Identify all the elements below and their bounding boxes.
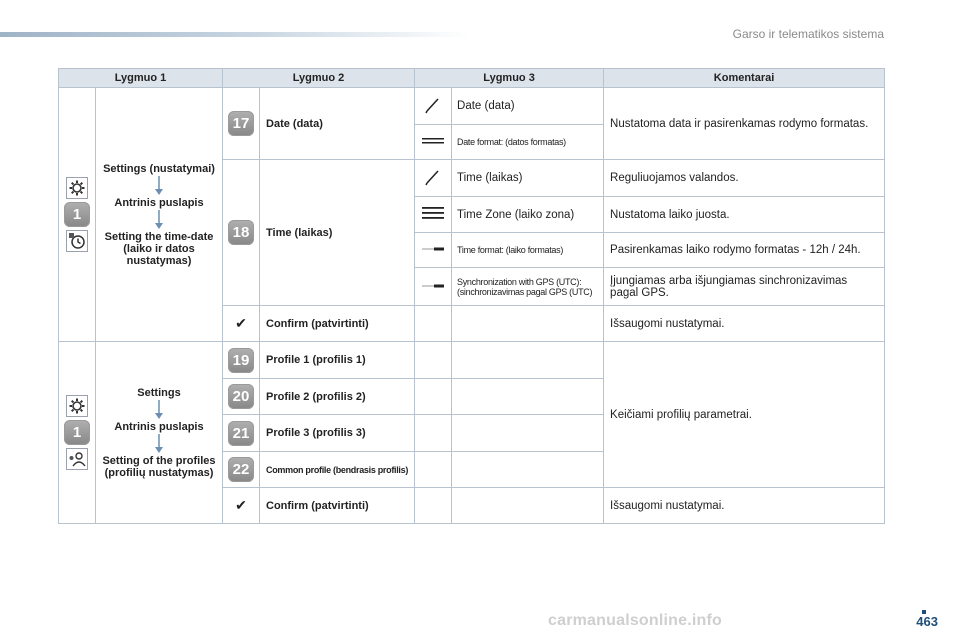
list-icon xyxy=(422,135,444,147)
level1-secondary-page: Antrinis puslapis xyxy=(114,420,204,433)
badge-cell xyxy=(223,88,260,160)
icon-cell xyxy=(223,488,260,524)
toggle-icon xyxy=(422,282,444,290)
section-title: Garso ir telematikos sistema xyxy=(732,27,884,41)
level3-time-format: Time format: (laiko formatas) xyxy=(452,233,604,268)
empty-cell xyxy=(415,415,452,452)
clock-icon xyxy=(66,230,88,252)
check-icon: ✔ xyxy=(235,315,247,331)
icon-cell xyxy=(415,197,452,233)
level2-confirm: Confirm (patvirtinti) xyxy=(260,306,415,342)
level2-confirm: Confirm (patvirtinti) xyxy=(260,488,415,524)
watermark: carmanualsonline.info xyxy=(548,612,723,629)
level1-profiles-setting: Setting of the profiles (profilių nustatymas) xyxy=(102,454,216,479)
header-lygmuo-2: Lygmuo 2 xyxy=(223,69,415,88)
empty-cell xyxy=(452,452,604,488)
table-row xyxy=(59,88,885,125)
step-badge-1: 1 xyxy=(64,202,90,227)
profile-icon xyxy=(66,448,88,470)
level1-icons-cell xyxy=(59,342,96,524)
badge-cell xyxy=(223,342,260,379)
page-number: 463 xyxy=(916,614,938,629)
empty-cell xyxy=(415,306,452,342)
empty-cell xyxy=(415,342,452,379)
icon-cell xyxy=(415,268,452,306)
empty-cell xyxy=(452,488,604,524)
gear-icon xyxy=(66,395,88,417)
gear-icon xyxy=(66,177,88,199)
level1-text-cell xyxy=(96,342,223,524)
comment-date: Nustatoma data ir pasirenkamas rodymo formatas. xyxy=(604,88,885,160)
empty-cell xyxy=(415,379,452,415)
arrow-down-icon xyxy=(154,400,164,420)
level3-date: Date (data) xyxy=(452,88,604,125)
check-icon: ✔ xyxy=(235,497,247,513)
arrow-down-icon xyxy=(154,176,164,196)
level3-time-zone: Time Zone (laiko zona) xyxy=(452,197,604,233)
level1-time-date-setting: Setting the time-date (laiko ir datos nustatymas) xyxy=(104,230,214,267)
comment-time-format: Pasirenkamas laiko rodymo formatas - 12h / 24h. xyxy=(604,233,885,268)
level1-icons-cell xyxy=(59,88,96,342)
badge-cell xyxy=(223,160,260,306)
icon-cell xyxy=(415,160,452,197)
level3-gps-sync: Synchronization with GPS (UTC): (sinchronizavimas pagal GPS (UTC) xyxy=(452,268,604,306)
comment-confirm: Išsaugomi nustatymai. xyxy=(604,306,885,342)
empty-cell xyxy=(452,415,604,452)
level2-profile-3: Profile 3 (profilis 3) xyxy=(260,415,415,452)
level1-settings: Settings xyxy=(137,386,181,399)
step-badge-22: 22 xyxy=(228,457,254,482)
level2-date: Date (data) xyxy=(260,88,415,160)
level2-common-profile: Common profile (bendrasis profilis) xyxy=(260,452,415,488)
table-header-row xyxy=(59,69,885,88)
icon-cell xyxy=(415,88,452,125)
level3-time: Time (laikas) xyxy=(452,160,604,197)
step-badge-1: 1 xyxy=(64,420,90,445)
comment-time-zone: Nustatoma laiko juosta. xyxy=(604,197,885,233)
level1-text-cell xyxy=(96,88,223,342)
level2-profile-1: Profile 1 (profilis 1) xyxy=(260,342,415,379)
level2-profile-2: Profile 2 (profilis 2) xyxy=(260,379,415,415)
comment-profiles: Keičiami profilių parametrai. xyxy=(604,342,885,488)
badge-cell xyxy=(223,415,260,452)
pencil-icon xyxy=(424,96,442,114)
step-badge-19: 19 xyxy=(228,348,254,373)
table-row xyxy=(59,342,885,379)
icon-cell xyxy=(223,306,260,342)
arrow-down-icon xyxy=(154,434,164,454)
level3-date-format: Date format: (datos formatas) xyxy=(452,125,604,160)
level2-time: Time (laikas) xyxy=(260,160,415,306)
settings-table xyxy=(58,68,885,524)
icon-cell xyxy=(415,125,452,160)
badge-cell xyxy=(223,379,260,415)
empty-cell xyxy=(452,379,604,415)
empty-cell xyxy=(415,488,452,524)
step-badge-21: 21 xyxy=(228,421,254,446)
comment-confirm: Išsaugomi nustatymai. xyxy=(604,488,885,524)
comment-time: Reguliuojamos valandos. xyxy=(604,160,885,197)
empty-cell xyxy=(452,306,604,342)
toggle-icon xyxy=(422,245,444,253)
header-lygmuo-1: Lygmuo 1 xyxy=(59,69,223,88)
empty-cell xyxy=(452,342,604,379)
step-badge-18: 18 xyxy=(228,220,254,245)
pencil-icon xyxy=(424,168,442,186)
list-icon xyxy=(422,205,444,221)
comment-gps-sync: Įjungiamas arba išjungiamas sinchronizavimas pagal GPS. xyxy=(604,268,885,306)
badge-cell xyxy=(223,452,260,488)
header-lygmuo-3: Lygmuo 3 xyxy=(415,69,604,88)
level1-settings: Settings (nustatymai) xyxy=(103,162,215,175)
icon-cell xyxy=(415,233,452,268)
header-decoration-bar xyxy=(0,32,470,37)
header-komentarai: Komentarai xyxy=(604,69,885,88)
arrow-down-icon xyxy=(154,210,164,230)
step-badge-17: 17 xyxy=(228,111,254,136)
step-badge-20: 20 xyxy=(228,384,254,409)
empty-cell xyxy=(415,452,452,488)
level1-secondary-page: Antrinis puslapis xyxy=(114,196,204,209)
